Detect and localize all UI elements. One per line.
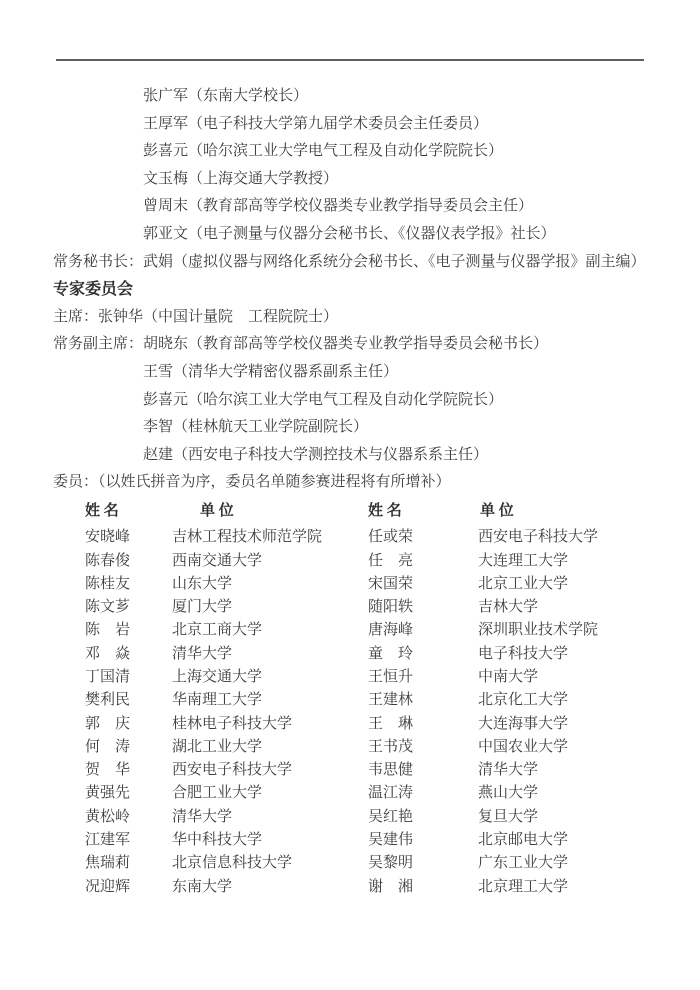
members-table-body xyxy=(85,526,668,899)
member-unit-cell: 深圳职业技术学院 xyxy=(478,622,599,639)
table-row xyxy=(85,596,668,619)
member-unit-cell: 华中科技大学 xyxy=(172,832,263,849)
member-unit-cell: 燕山大学 xyxy=(478,785,539,802)
member-unit-cell: 清华大学 xyxy=(172,808,233,825)
leadership-member-line: 郭亚文（电子测量与仪器分会秘书长、《仪器仪表学报》社长） xyxy=(143,225,556,242)
member-unit-cell: 清华大学 xyxy=(172,645,233,662)
table-row xyxy=(85,643,668,666)
member-name-cell: 焦瑞莉 xyxy=(85,855,131,872)
member-unit-cell: 西南交通大学 xyxy=(172,552,263,569)
table-row xyxy=(85,666,668,689)
member-name-cell: 陈桂友 xyxy=(85,575,131,592)
member-name-cell: 吴建伟 xyxy=(368,832,414,849)
member-name-cell: 邓 焱 xyxy=(85,645,131,662)
table-row xyxy=(85,852,668,875)
member-name-cell: 王建林 xyxy=(368,692,414,709)
member-name-cell: 樊利民 xyxy=(85,692,131,709)
secretary-value: 武娟（虚拟仪器与网络化系统分会秘书长、《电子测量与仪器学报》副主编） xyxy=(143,253,646,270)
members-table xyxy=(85,500,668,899)
member-name-cell: 王恒升 xyxy=(368,668,414,685)
table-row xyxy=(85,759,668,782)
table-row xyxy=(85,550,668,573)
secretary-label: 常务秘书长： xyxy=(53,253,144,270)
member-name-cell: 随阳轶 xyxy=(368,599,414,616)
vice-chairman-line: 王雪（清华大学精密仪器系副系主任） xyxy=(143,363,399,380)
member-unit-cell: 大连理工大学 xyxy=(478,552,569,569)
leadership-member-line: 曾周末（教育部高等学校仪器类专业教学指导委员会主任） xyxy=(143,198,534,215)
member-name-cell: 王 琳 xyxy=(368,715,414,732)
vice-chairman-line: 赵建（西安电子科技大学测控技术与仪器系系主任） xyxy=(143,446,489,463)
header-unit-2: 单 位 xyxy=(480,502,514,519)
leadership-list xyxy=(53,83,668,249)
vice-chairman-first: 胡晓东（教育部高等学校仪器类专业教学指导委员会秘书长） xyxy=(143,336,549,353)
member-name-cell: 安晓峰 xyxy=(85,529,131,546)
member-name-cell: 江建军 xyxy=(85,832,131,849)
header-divider xyxy=(56,59,644,61)
document-content xyxy=(53,83,668,899)
leadership-member-line: 文玉梅（上海交通大学教授） xyxy=(143,170,339,187)
member-name-cell: 何 涛 xyxy=(85,738,131,755)
member-name-cell: 宋国荣 xyxy=(368,575,414,592)
member-name-cell: 贺 华 xyxy=(85,762,131,779)
chairman-line xyxy=(53,304,668,332)
header-unit-1: 单 位 xyxy=(200,502,234,519)
member-unit-cell: 北京工商大学 xyxy=(172,622,263,639)
table-row xyxy=(85,573,668,596)
member-unit-cell: 大连海事大学 xyxy=(478,715,569,732)
member-unit-cell: 东南大学 xyxy=(172,878,233,895)
member-name-cell: 韦思健 xyxy=(368,762,414,779)
vice-chairman-label: 常务副主席： xyxy=(53,336,144,353)
member-name-cell: 黄松岭 xyxy=(85,808,131,825)
member-unit-cell: 北京化工大学 xyxy=(478,692,569,709)
member-unit-cell: 西安电子科技大学 xyxy=(172,762,293,779)
chairman-label: 主席： xyxy=(53,308,99,325)
member-unit-cell: 吉林工程技术师范学院 xyxy=(172,529,323,546)
member-unit-cell: 山东大学 xyxy=(172,575,233,592)
member-name-cell: 任或荣 xyxy=(368,529,414,546)
table-row xyxy=(85,526,668,549)
vice-chairman-line: 彭喜元（哈尔滨工业大学电气工程及自动化学院院长） xyxy=(143,391,504,408)
table-row xyxy=(85,829,668,852)
member-name-cell: 童 玲 xyxy=(368,645,414,662)
members-label: 委员： xyxy=(53,474,99,491)
member-unit-cell: 华南理工大学 xyxy=(172,692,263,709)
member-unit-cell: 西安电子科技大学 xyxy=(478,529,599,546)
table-row xyxy=(85,806,668,829)
member-name-cell: 黄强先 xyxy=(85,785,131,802)
member-name-cell: 谢 湘 xyxy=(368,878,414,895)
vice-chairman-list xyxy=(53,359,668,469)
member-unit-cell: 中国农业大学 xyxy=(478,738,569,755)
members-label-line xyxy=(53,469,668,497)
members-table-header xyxy=(85,500,668,523)
member-unit-cell: 北京邮电大学 xyxy=(478,832,569,849)
vice-chairman-line: 李智（桂林航天工业学院副院长） xyxy=(143,419,369,436)
vice-chairman-line xyxy=(53,331,668,359)
member-name-cell: 温江涛 xyxy=(368,785,414,802)
table-row xyxy=(85,619,668,642)
table-row xyxy=(85,782,668,805)
member-unit-cell: 厦门大学 xyxy=(172,599,233,616)
members-note: （以姓氏拼音为序，委员名单随参赛进程将有所增补） xyxy=(98,474,451,491)
member-name-cell: 任 亮 xyxy=(368,552,414,569)
header-name-2: 姓 名 xyxy=(368,502,402,519)
member-unit-cell: 复旦大学 xyxy=(478,808,539,825)
member-name-cell: 陈文芗 xyxy=(85,599,131,616)
member-unit-cell: 北京理工大学 xyxy=(478,878,569,895)
member-name-cell: 吴红艳 xyxy=(368,808,414,825)
chairman-value: 张钟华（中国计量院 工程院院士） xyxy=(98,308,339,325)
member-unit-cell: 吉林大学 xyxy=(478,599,539,616)
table-row xyxy=(85,713,668,736)
member-unit-cell: 北京信息科技大学 xyxy=(172,855,293,872)
table-row xyxy=(85,876,668,899)
leadership-member-line: 张广军（东南大学校长） xyxy=(143,88,309,104)
leadership-member-line: 彭喜元（哈尔滨工业大学电气工程及自动化学院院长） xyxy=(143,143,504,160)
member-name-cell: 郭 庆 xyxy=(85,715,131,732)
member-unit-cell: 清华大学 xyxy=(478,762,539,779)
member-unit-cell: 上海交通大学 xyxy=(172,668,263,685)
member-name-cell: 丁国清 xyxy=(85,668,131,685)
member-name-cell: 陈春俊 xyxy=(85,552,131,569)
table-row xyxy=(85,689,668,712)
member-name-cell: 陈 岩 xyxy=(85,622,131,639)
member-unit-cell: 合肥工业大学 xyxy=(172,785,263,802)
member-name-cell: 吴黎明 xyxy=(368,855,414,872)
member-name-cell: 王书茂 xyxy=(368,738,414,755)
member-unit-cell: 桂林电子科技大学 xyxy=(172,715,293,732)
table-row xyxy=(85,736,668,759)
member-unit-cell: 湖北工业大学 xyxy=(172,738,263,755)
expert-committee-heading: 专家委员会 xyxy=(53,281,134,299)
member-unit-cell: 电子科技大学 xyxy=(478,645,569,662)
leadership-member-line: 王厚军（电子科技大学第九届学术委员会主任委员） xyxy=(143,115,489,132)
header-name-1: 姓 名 xyxy=(85,502,119,519)
secretary-line xyxy=(53,249,668,277)
member-unit-cell: 中南大学 xyxy=(478,668,539,685)
member-unit-cell: 广东工业大学 xyxy=(478,855,569,872)
member-unit-cell: 北京工业大学 xyxy=(478,575,569,592)
member-name-cell: 况迎辉 xyxy=(85,878,131,895)
member-name-cell: 唐海峰 xyxy=(368,622,414,639)
